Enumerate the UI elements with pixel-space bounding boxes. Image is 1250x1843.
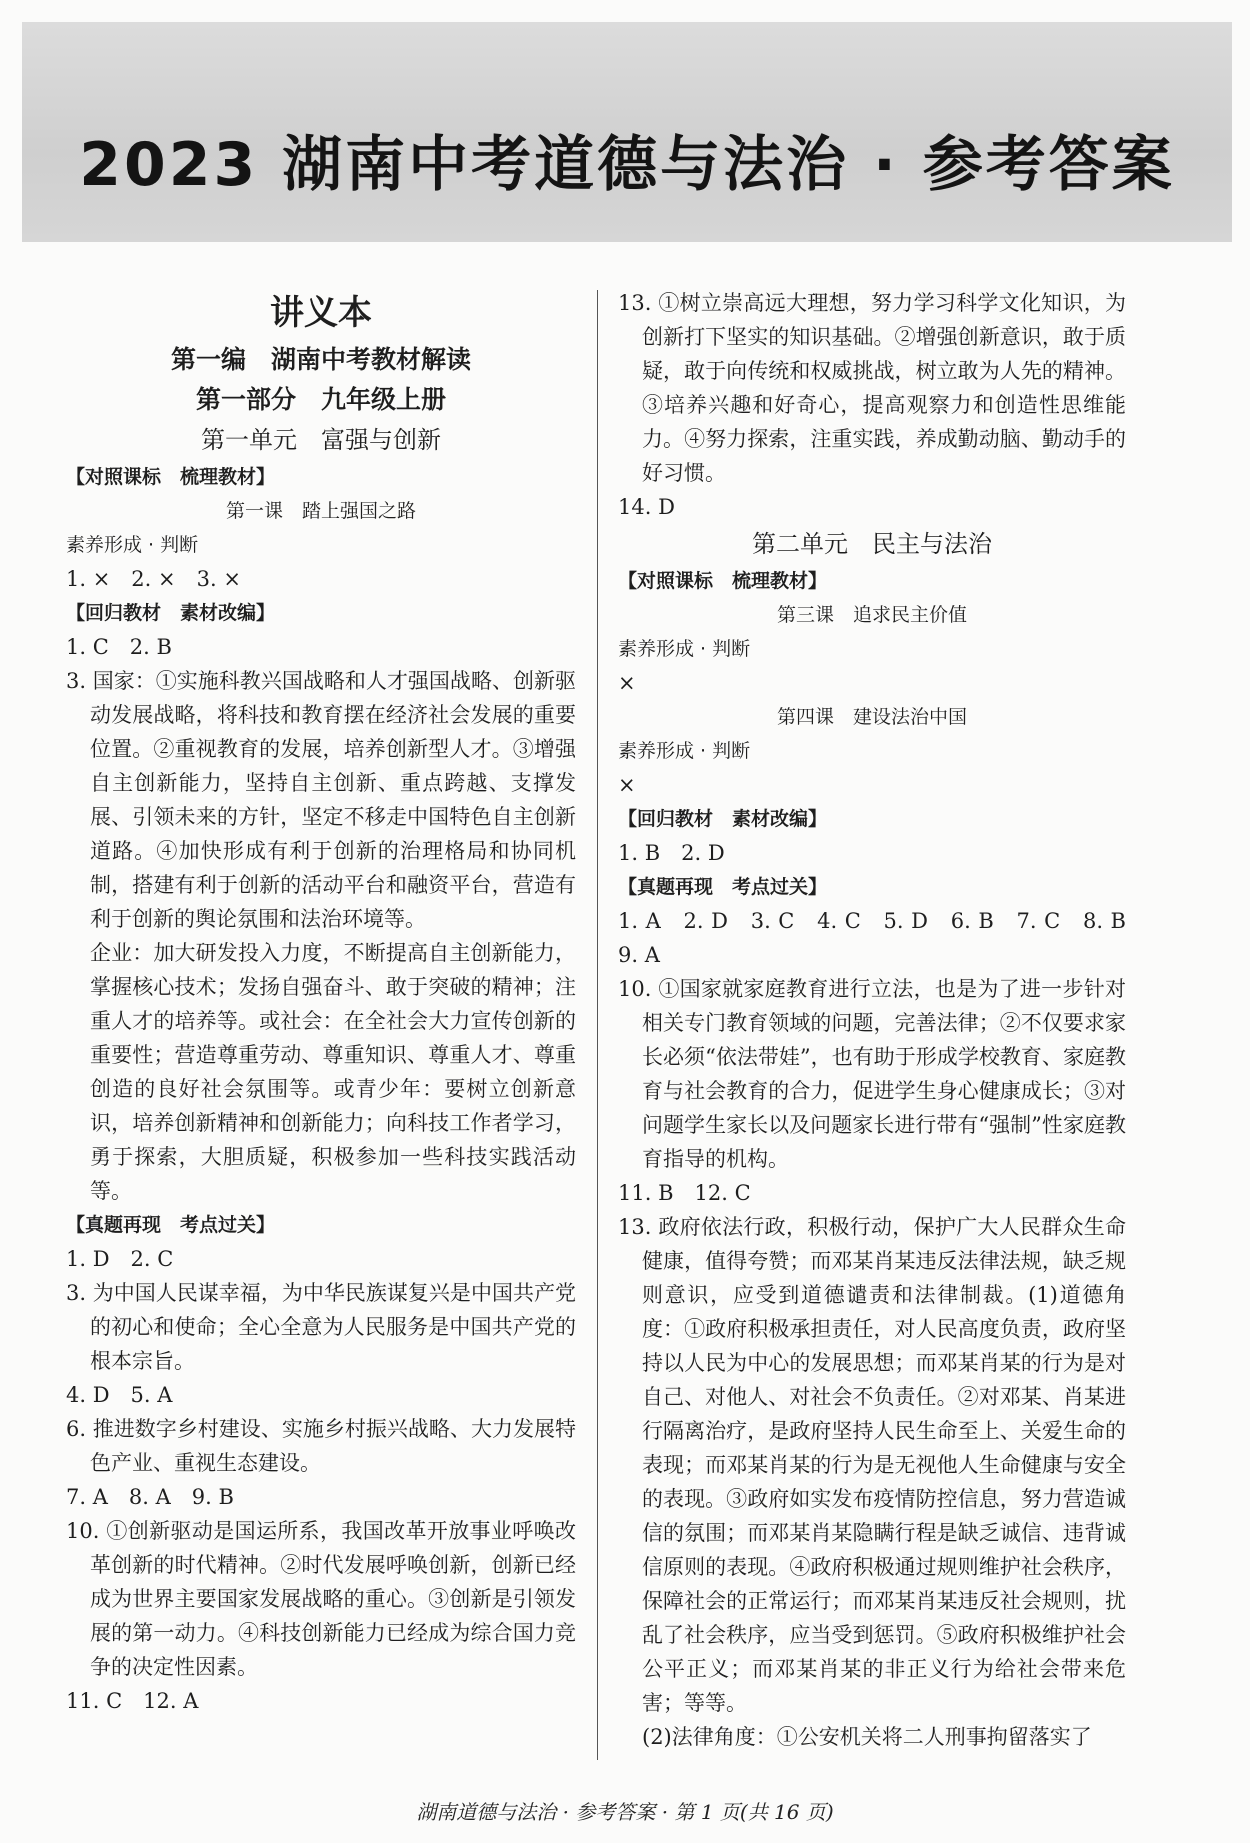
answer-paragraph: 10. ①创新驱动是国运所系，我国改革开放事业呼唤改革创新的时代精神。②时代发展呼唤创新，创新已经成为世界主要国家发展战略的重心。③创新是引领发展的第一动力。④科技创新能力已经成为综合国力竞争的决定性因素。 [66,1519,576,1679]
section-heading: 【真题再现 考点过关】 [618,876,828,898]
answer-line: × [618,671,636,695]
section-heading: 【对照课标 梳理教材】 [618,570,828,592]
unit-heading: 第二单元 民主与法治 [752,530,992,558]
right-column [618,286,1147,1754]
answer-line: 1. B 2. D [618,841,725,865]
answer-line: 4. D 5. A [66,1383,173,1407]
answer-paragraph: 6. 推进数字乡村建设、实施乡村振兴战略、大力发展特色产业、重视生态建设。 [66,1417,576,1475]
column-divider [597,290,598,1760]
answer-line: × [618,773,636,797]
section-heading: 【真题再现 考点过关】 [66,1214,276,1236]
answer-line: 1. × 2. × 3. × [66,567,241,591]
answer-paragraph: 3. 国家：①实施科教兴国战略和人才强国战略、创新驱动发展战略，将科技和教育摆在经济社会发展的重要位置。②重视教育的发展，培养创新型人才。③增强自主创新能力，坚持自主创新、重点跨越、支撑发展、引领未来的方针，坚定不移走中国特色自主创新道路。④加快形成有利于创新的治理格局和协同机制，搭建有利于创新的活动平台和融资平台，营造有利于创新的舆论氛围和法治环境等。 [66,669,576,931]
answer-paragraph: 13. 政府依法行政，积极行动，保护广大人民群众生命健康，值得夸赞；而邓某肖某违反法律法规，缺乏规则意识，应受到道德谴责和法律制裁。(1)道德角度：①政府积极承担责任，对人民高度负责，政府坚持以人民为中心的发展思想；而邓某肖某的行为是对自己、对他人、对社会不负责任。②对邓某、肖某进行隔离治疗，是政府坚持人民生命至上、关爱生命的表现；而邓某肖某的行为是无视他人生命健康与安全的表现。③政府如实发布疫情防控信息，努力营造诚信的氛围；而邓某肖某隐瞒行程是缺乏诚信、违背诚信原则的表现。④政府积极通过规则维护社会秩序，保障社会的正常运行；而邓某肖某违反社会规则，扰乱了社会秩序，应当受到惩罚。⑤政府积极维护社会公平正义；而邓某肖某的非正义行为给社会带来危害；等等。 [618,1215,1126,1715]
part-heading: 第一编 湖南中考教材解读 [170,345,471,374]
page-footer: 湖南道德与法治 · 参考答案 · 第 1 页(共 16 页) [416,1800,834,1824]
lesson-heading: 第一课 踏上强国之路 [225,500,416,522]
left-column [66,286,576,1718]
section-heading: 【回归教材 素材改编】 [618,808,828,830]
answer-paragraph: 3. 为中国人民谋幸福，为中华民族谋复兴是中国共产党的初心和使命；全心全意为人民服务是中国共产党的根本宗旨。 [66,1281,576,1373]
subsection-label: 素养形成 · 判断 [618,638,751,660]
title-banner [22,22,1232,242]
subsection-label: 素养形成 · 判断 [66,534,199,556]
answer-line: 1. D 2. C [66,1247,174,1271]
answer-paragraph: 13. ①树立崇高远大理想，努力学习科学文化知识，为创新打下坚实的知识基础。②增强创新意识，敢于质疑，敢于向传统和权威挑战，树立敢为人先的精神。③培养兴趣和好奇心，提高观察力和创造性思维能力。④努力探索，注重实践，养成勤动脑、勤动手的好习惯。 [618,291,1126,485]
lesson-heading: 第三课 追求民主价值 [776,604,967,626]
page-title: 2023 湖南中考道德与法治 · 参考答案 [79,130,1175,200]
part-subheading: 第一部分 九年级上册 [195,385,446,414]
subsection-label: 素养形成 · 判断 [618,740,751,762]
answer-line: 1. A 2. D 3. C 4. C 5. D 6. B 7. C 8. B 9. A [618,909,1147,967]
answer-line: 11. B 12. C [618,1181,751,1205]
answer-line: 11. C 12. A [66,1689,199,1713]
unit-heading: 第一单元 富强与创新 [201,426,441,454]
answer-line: 7. A 8. A 9. B [66,1485,234,1509]
answer-line: 1. C 2. B [66,635,172,659]
answer-paragraph: 企业：加大研发投入力度，不断提高自主创新能力，掌握核心技术；发扬自强奋斗、敢于突破的精神；注重人才的培养等。或社会：在全社会大力宣传创新的重要性；营造尊重劳动、尊重知识、尊重人才、尊重创造的良好社会氛围等。或青少年：要树立创新意识，培养创新精神和创新能力；向科技工作者学习，勇于探索，大胆质疑，积极参加一些科技实践活动等。 [90,941,576,1203]
lesson-heading: 第四课 建设法治中国 [776,706,967,728]
answer-line: 14. D [618,495,675,519]
section-heading: 【回归教材 素材改编】 [66,602,276,624]
answer-paragraph: 10. ①国家就家庭教育进行立法，也是为了进一步针对相关专门教育领域的问题，完善法律；②不仅要求家长必须“依法带娃”，也有助于形成学校教育、家庭教育与社会教育的合力，促进学生身心健康成长；③对问题学生家长以及问题家长进行带有“强制”性家庭教育指导的机构。 [618,977,1126,1171]
book-title: 讲义本 [270,293,372,333]
answer-paragraph: (2)法律角度：①公安机关将二人刑事拘留落实了 [642,1725,1092,1749]
section-heading: 【对照课标 梳理教材】 [66,466,276,488]
